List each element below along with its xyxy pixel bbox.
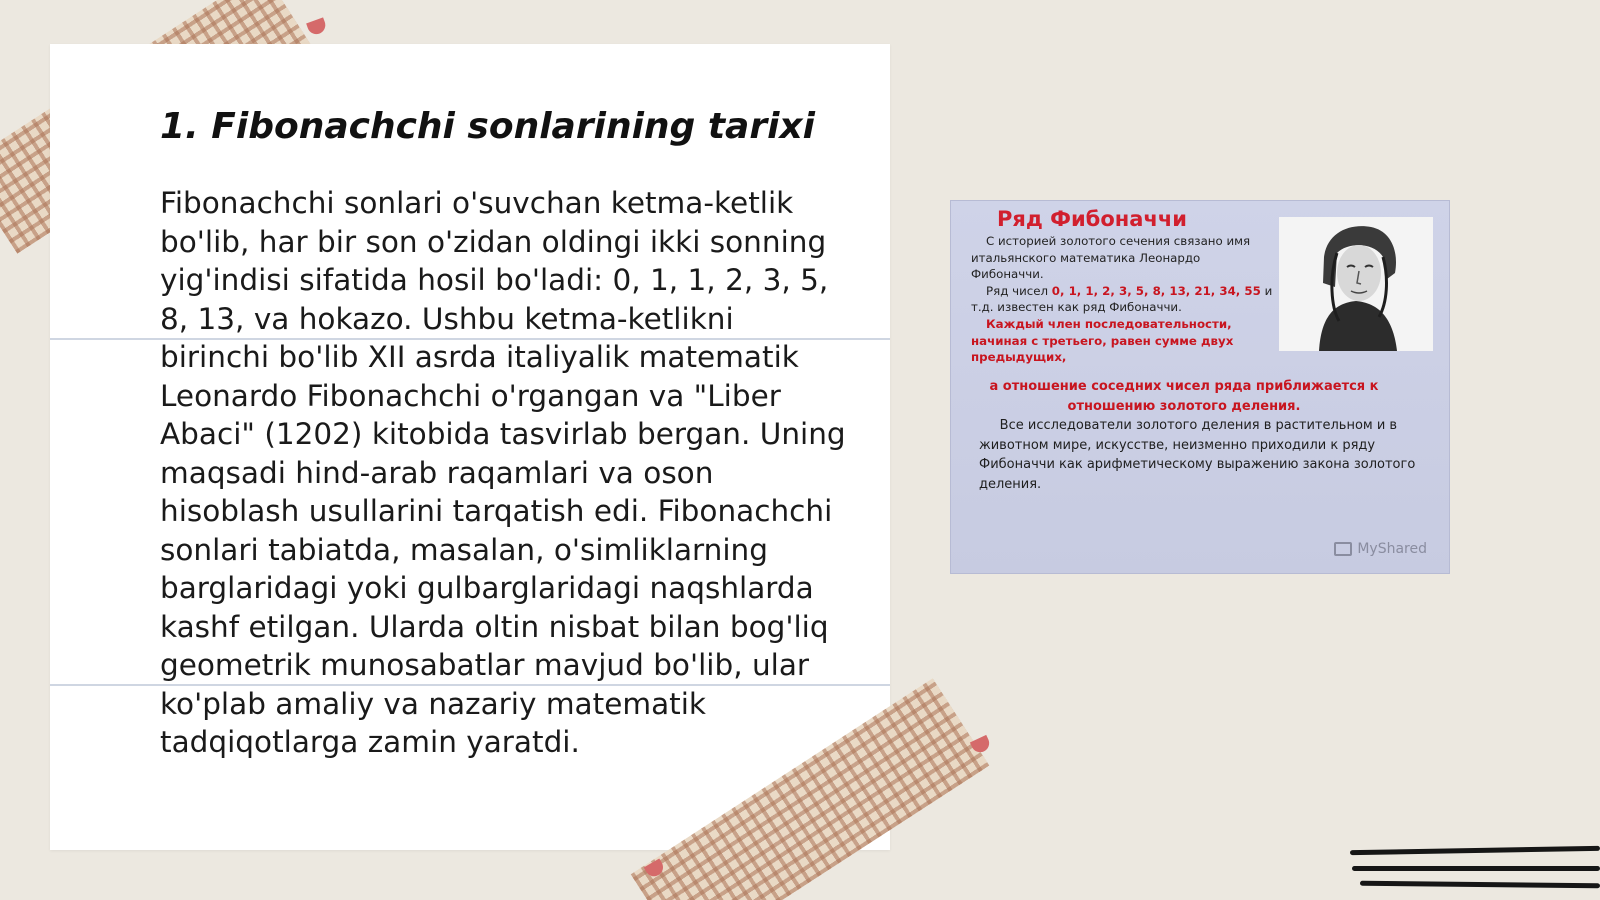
slide-line-5: Все исследователи золотого деления в растительном и в животном мире, искусстве, неизменно приходили к ряду Фибоначчи как арифметическому выражению закона золотого деления. [979, 418, 1416, 492]
slide-text-top [971, 233, 1275, 366]
slide-line-1: С историей золотого сечения связано имя итальянского математика Леонардо Фибоначчи. [971, 234, 1251, 282]
tape-pin-top [306, 17, 328, 36]
slide-text-bottom [979, 377, 1419, 494]
fibonacci-slide-image [950, 200, 1450, 574]
slide-line-2-prefix: Ряд чисел [986, 283, 1049, 298]
slide-line-2-numbers: 0, 1, 1, 2, 3, 5, 8, 13, 21, 34, 55 [1051, 283, 1261, 298]
slide-title: Ряд Фибоначчи [997, 207, 1188, 231]
document-title: 1. Fibonachchi sonlarining tarixi [160, 106, 815, 147]
decorative-line-3 [1360, 881, 1600, 889]
slide-line-4: а отношение соседних чисел ряда приближается к отношению золотого деления. [989, 379, 1379, 414]
slide-line-2-suffix: и т.д. известен как ряд Фибоначчи. [971, 283, 1273, 315]
decorative-line-1 [1350, 846, 1600, 855]
slide-line-3: Каждый член последовательности, начиная с третьего, равен сумме двух предыдущих, [971, 316, 1234, 365]
document-body: Fibonachchi sonlari o'suvchan ketma-ketlik bo'lib, har bir son o'zidan oldingi ikki sonning yig'indisi sifatida hosil bo'ladi: 0, 1, 1, 2, 3, 5, 8, 13, va hokazo. Ushbu ketma-ketlikni birinchi bo'lib XII asrda italiyalik matematik Leonardo Fibonachchi o'rgangan va "Liber Abaci" (1202) kitobida tasvirlab bergan. Uning maqsadi hind-arab raqamlari va oson hisoblash usullarini tarqatish edi. Fibonachchi sonlari tabiatda, masalan, o'simliklarning barglaridagi yoki gulbarglaridagi naqshlarda kashf etilgan. Ularda oltin nisbat bilan bog'liq geometrik munosabatlar mavjud bo'lib, ular ko'plab amaliy va nazariy matematik tadqiqotlarga zamin yaratdi. [160, 186, 846, 759]
note-paper [50, 44, 890, 850]
slide-watermark-label: MyShared [1357, 541, 1427, 557]
presentation-board-icon [1334, 542, 1352, 556]
decorative-line-2 [1352, 866, 1600, 871]
portrait-illustration [1279, 217, 1433, 351]
slide-watermark [1334, 541, 1427, 557]
